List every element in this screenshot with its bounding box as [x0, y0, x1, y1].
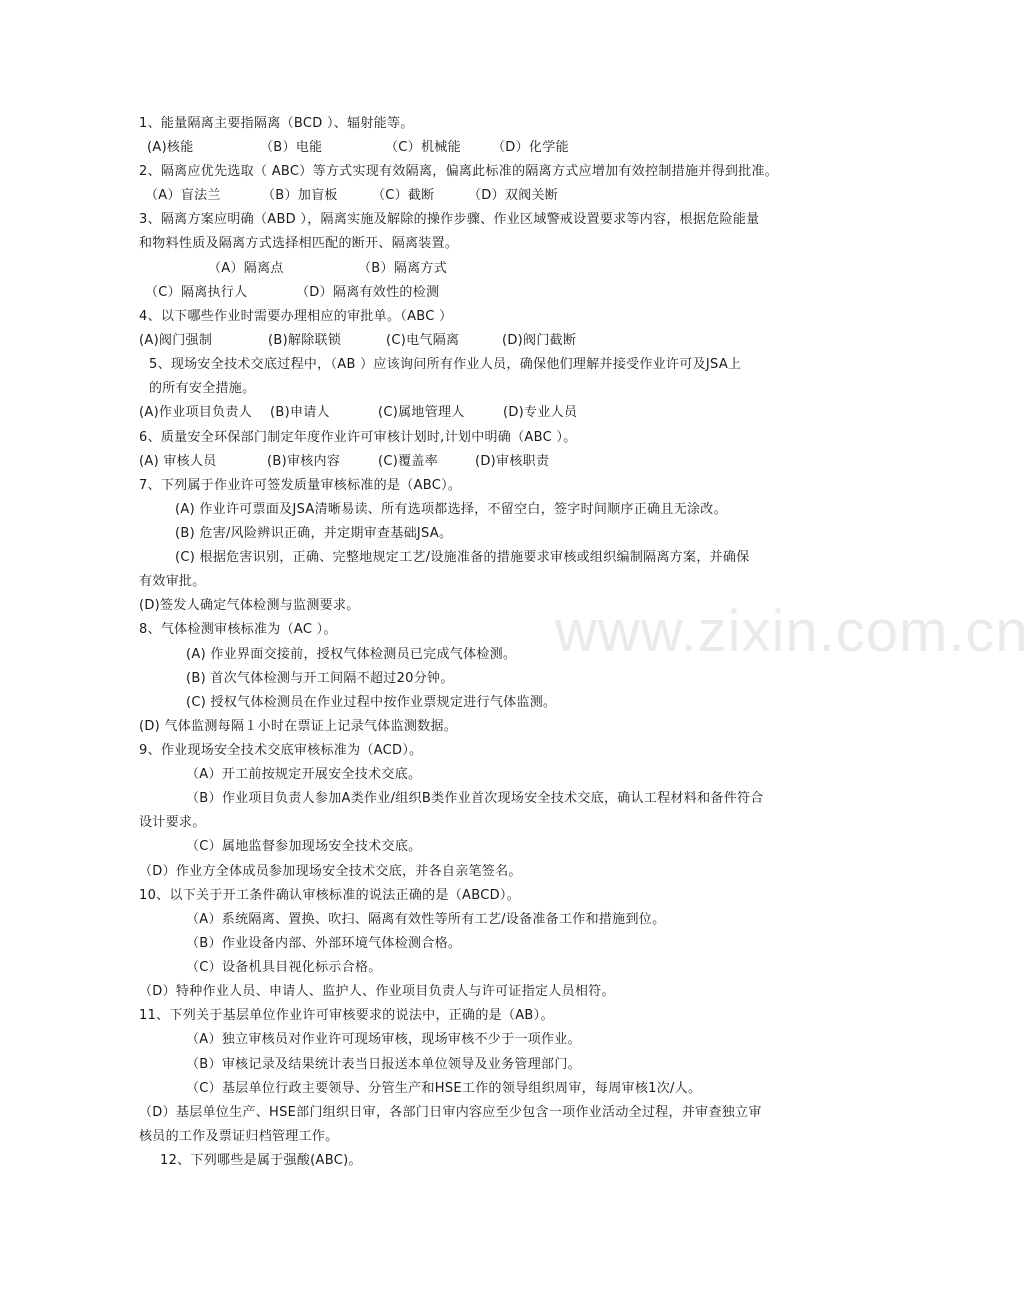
question-6-stem: 6、质量安全环保部门制定年度作业许可审核计划时,计划中明确（ABC ）。	[139, 430, 577, 445]
question-2-stem: 2、隔离应优先选取（ ABC）等方式实现有效隔离，偏离此标准的隔离方式应增加有效控制措施并得到批准。	[139, 164, 779, 179]
question-7-option-b: (B) 危害/风险辨识正确，并定期审查基础JSA。	[175, 526, 453, 541]
question-7-option-c-line2: 有效审批。	[139, 574, 206, 589]
question-5-stem-line2: 的所有安全措施。	[149, 381, 256, 396]
question-8-stem: 8、气体检测审核标准为（AC ）。	[139, 622, 337, 637]
question-9-option-b-line2: 设计要求。	[139, 815, 206, 830]
question-10-option-c: （C）设备机具目视化标示合格。	[186, 960, 382, 975]
question-3-option-d: （D）隔离有效性的检测	[296, 285, 440, 300]
question-3-stem-line2: 和物料性质及隔离方式选择相匹配的断开、隔离装置。	[139, 236, 459, 251]
question-5-option-b: (B)申请人	[270, 405, 330, 420]
question-3-stem-line1: 3、隔离方案应明确（ABD ），隔离实施及解除的操作步骤、作业区域警戒设置要求等内容，根据危险能量	[139, 212, 760, 227]
question-11-option-b: （B）审核记录及结果统计表当日报送本单位领导及业务管理部门。	[186, 1057, 581, 1072]
question-4-option-a: (A)阀门强制	[139, 333, 213, 348]
question-9-stem: 9、作业现场安全技术交底审核标准为（ACD）。	[139, 743, 423, 758]
question-1-option-d: （D）化学能	[492, 140, 569, 155]
question-10-option-b: （B）作业设备内部、外部环境气体检测合格。	[186, 936, 462, 951]
question-8-option-a: (A) 作业界面交接前，授权气体检测员已完成气体检测。	[186, 647, 517, 662]
question-6-option-d: (D)审核职责	[475, 454, 550, 469]
question-11-option-d-line1: （D）基层单位生产、HSE部门组织日审，各部门日审内容应至少包含一项作业活动全过程，并审查独立审	[139, 1105, 762, 1120]
question-1-option-a: (A)核能	[147, 140, 194, 155]
question-2-option-d: （D）双阀关断	[468, 188, 559, 203]
question-2-option-a: （A）盲法兰	[145, 188, 221, 203]
question-7-option-c-line1: (C) 根据危害识别，正确、完整地规定工艺/设施准备的措施要求审核或组织编制隔离方案，并确保	[175, 550, 750, 565]
question-6-option-a: (A) 审核人员	[139, 454, 217, 469]
question-10-stem: 10、以下关于开工条件确认审核标准的说法正确的是（ABCD）。	[139, 888, 521, 903]
question-5-option-c: (C)属地管理人	[378, 405, 465, 420]
question-10-option-d: （D）特种作业人员、申请人、监护人、作业项目负责人与许可证指定人员相符。	[139, 984, 615, 999]
question-7-option-d: (D)签发人确定气体检测与监测要求。	[139, 598, 360, 613]
question-4-stem: 4、以下哪些作业时需要办理相应的审批单。（ABC ）	[139, 309, 453, 324]
question-2-option-b: （B）加盲板	[262, 188, 338, 203]
question-5-option-a: (A)作业项目负责人	[139, 405, 253, 420]
question-7-stem: 7、下列属于作业许可签发质量审核标准的是（ABC）。	[139, 478, 462, 493]
question-3-option-c: （C）隔离执行人	[145, 285, 248, 300]
question-3-option-a: （A）隔离点	[208, 261, 284, 276]
question-8-option-c: (C) 授权气体检测员在作业过程中按作业票规定进行气体监测。	[186, 695, 557, 710]
question-11-option-a: （A）独立审核员对作业许可现场审核，现场审核不少于一项作业。	[186, 1032, 581, 1047]
question-8-option-d: (D) 气体监测每隔１小时在票证上记录气体监测数据。	[139, 719, 458, 734]
question-9-option-a: （A）开工前按规定开展安全技术交底。	[186, 767, 422, 782]
question-4-option-c: (C)电气隔离	[386, 333, 460, 348]
question-2-option-c: （C）截断	[372, 188, 435, 203]
question-1-option-c: （C）机械能	[385, 140, 461, 155]
question-5-stem-line1: 5、现场安全技术交底过程中，（AB ）应该询问所有作业人员，确保他们理解并接受作业许可及JSA上	[149, 357, 742, 372]
watermark: www.zixin.com.cn	[555, 599, 1029, 664]
question-11-option-d-line2: 核员的工作及票证归档管理工作。	[139, 1129, 339, 1144]
question-4-option-b: (B)解除联锁	[268, 333, 342, 348]
question-12-stem: 12、下列哪些是属于强酸(ABC)。	[160, 1153, 362, 1168]
question-7-option-a: (A) 作业许可票面及JSA清晰易读、所有选项都选择，不留空白，签字时间顺序正确且无涂改。	[175, 502, 727, 517]
question-9-option-c: （C）属地监督参加现场安全技术交底。	[186, 839, 422, 854]
question-8-option-b: (B) 首次气体检测与开工间隔不超过20分钟。	[186, 671, 454, 686]
question-1-option-b: （B）电能	[260, 140, 323, 155]
question-11-stem: 11、下列关于基层单位作业许可审核要求的说法中，正确的是（AB）。	[139, 1008, 554, 1023]
question-11-option-c: （C）基层单位行政主要领导、分管生产和HSE工作的领导组织周审，每周审核1次/人。	[186, 1081, 702, 1096]
question-3-option-b: （B）隔离方式	[358, 261, 448, 276]
question-6-option-c: (C)覆盖率	[378, 454, 439, 469]
question-1-stem: 1、能量隔离主要指隔离（BCD ）、辐射能等。	[139, 116, 414, 131]
question-6-option-b: (B)审核内容	[267, 454, 341, 469]
question-10-option-a: （A）系统隔离、置换、吹扫、隔离有效性等所有工艺/设备准备工作和措施到位。	[186, 912, 666, 927]
question-9-option-d: （D）作业方全体成员参加现场安全技术交底，并各自亲笔签名。	[139, 864, 522, 879]
question-9-option-b-line1: （B）作业项目负责人参加A类作业/组织B类作业首次现场安全技术交底，确认工程材料和备件符合	[186, 791, 764, 806]
question-4-option-d: (D)阀门截断	[502, 333, 577, 348]
question-5-option-d: (D)专业人员	[503, 405, 578, 420]
